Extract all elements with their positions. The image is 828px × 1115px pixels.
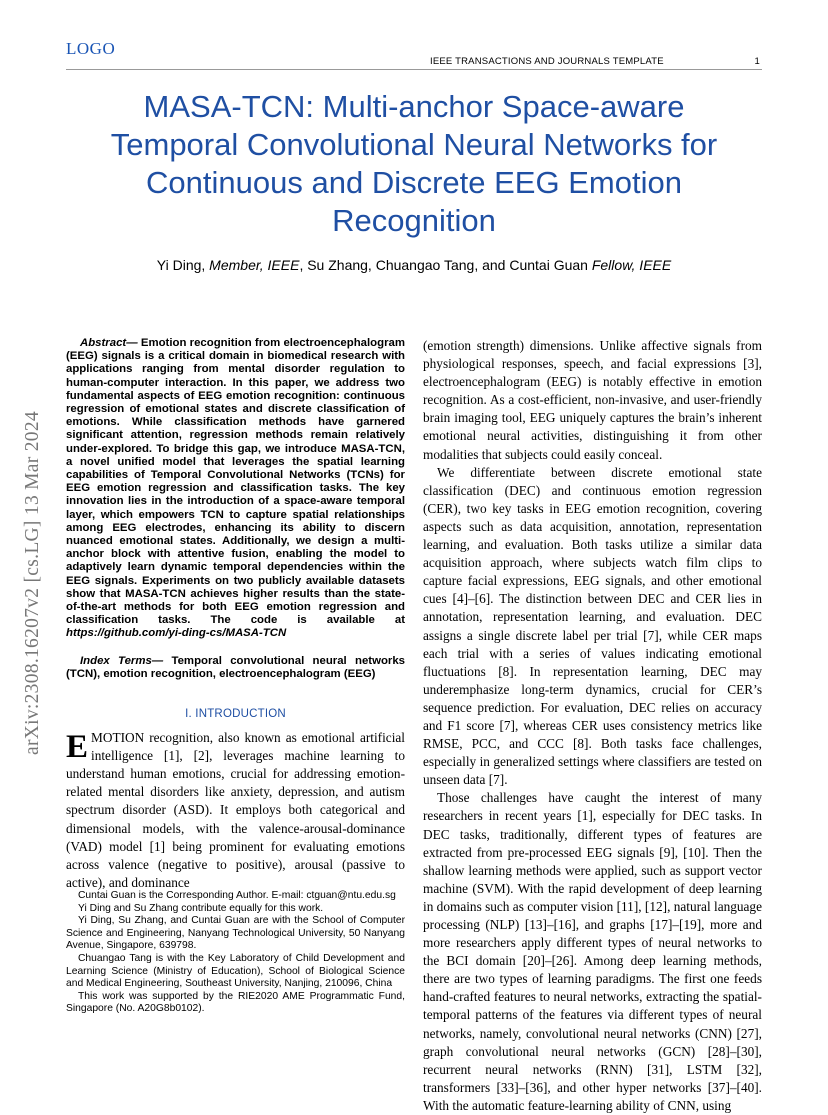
author-1-role: Member, IEEE <box>209 257 300 273</box>
running-head-title: IEEE TRANSACTIONS AND JOURNALS TEMPLATE <box>430 56 664 67</box>
left-column <box>66 337 405 892</box>
page-number: 1 <box>754 56 760 67</box>
intro-text: MOTION recognition, also known as emotional artificial intelligence [1], [2], leverages machine learning to understand human emotions, crucial for addressing emotion-related mental disorders like anxiety, depression, and autism spectrum disorder (ASD). It employs both categorical and dimensional models, with the valence-arousal-dominance (VAD) model [1] being prominent for evaluating emotions across valence (negative to positive), arousal (passive to active), and dominance <box>66 730 405 890</box>
footnotes <box>66 890 405 1016</box>
footnote: Yi Ding and Su Zhang contribute equally for this work. <box>78 902 324 914</box>
footnote: Cuntai Guan is the Corresponding Author. E-mail: ctguan@ntu.edu.sg <box>78 890 396 901</box>
intro-paragraph-1 <box>66 729 405 892</box>
code-link[interactable]: https://github.com/yi-ding-cs/MASA-TCN <box>66 627 287 640</box>
author-list <box>60 257 768 273</box>
arxiv-stamp: arXiv:2308.16207v2 [cs.LG] 13 Mar 2024 <box>22 411 43 755</box>
authors-rest: , Su Zhang, Chuangao Tang, and Cuntai Guan <box>299 257 592 273</box>
paper-title: MASA-TCN: Multi-anchor Space-aware Temporal Convolutional Neural Networks for Continuous and Discrete EEG Emotion Recognition <box>110 89 718 238</box>
right-column <box>423 337 762 1115</box>
abstract-text: Emotion recognition from electroencephalogram (EEG) signals is a critical domain in biomedical research with applications ranging from mental disorder regulation to human-computer interaction. In this paper, we address two fundamental aspects of EEG emotion recognition: continuous regression of emotional states and discrete classification of emotions. While classification methods have garnered significant attention, regression methods remain relatively under-explored. To bridge this gap, we introduce MASA-TCN, a novel unified model that leverages the spatial learning capabilities of Temporal Convolutional Networks (TCNs) for EEG emotion regression and classification tasks. The key innovation lies in the introduction of a space-aware temporal layer, which empowers TCN to capture spatial relationships among EEG electrodes, enhancing its ability to discern nuanced emotional states. Additionally, we design a multi-anchor block with attentive fusion, enabling the model to adaptively learn dynamic temporal dependencies within the EEG signals. Experiments on two publicly available datasets show that MASA-TCN achieves higher results than the state-of-the-art methods for both EEG emotion regression and classification tasks. The code is available at <box>66 337 405 627</box>
abstract-label: Abstract— <box>80 337 138 349</box>
header-rule <box>66 69 762 70</box>
body-paragraph: We differentiate between discrete emotional state classification (DEC) and continuous emotion regression (CER), two key tasks in EEG emotion recognition, covering aspects such as data acquisition, annotation, representation learning, and evaluation. Both tasks utilize a similar data acquisition approach, where subjects watch film clips to capture facial expressions, EEG signals, and other emotional cues [4]–[6]. The distinction between DEC and CER lies in annotation, representation learning, and evaluation. DEC assigns a single discrete label per trial [7], while CER maps each trial with a series of values indicating emotional fluctuations [8]. In representation learning, DEC may underemphasize long-term dynamics, crucial for CER’s sequence prediction. For evaluation, DEC relies on accuracy and F1 score [7], whereas CER uses consistency metrics like RMSE, PCC, and CCC [8]. Both tasks face challenges, especially in generalized settings where classifiers are tested on unseen data [7]. <box>423 464 762 788</box>
index-terms-label: Index Terms— <box>80 654 164 667</box>
dropcap: E <box>66 729 89 766</box>
body-paragraph: Those challenges have caught the interest of many researchers in recent years [1], especially for DEC tasks. In DEC tasks, traditionally, different types of features are extracted from pre-processed EEG signals [9], [10]. Then the shallow learning methods were applied, such as support vector machine (SVM). With the rapid development of deep learning in domains such as computer vision [11], [12], natural language processing (NLP) [13]–[16], and graphs [17]–[19], more and more researchers apply different types of neural networks to the BCI domain [20]–[26]. Among deep learning methods, there are two types of learning paradigms. The first one feeds hand-crafted features to neural networks, extracting the spatial-temporal patterns of the features via different types of neural networks, namely, convolutional neural networks (CNN) [27], graph convolutional neural networks (GCN) [28]–[30], recurrent neural networks (RNN) [31], LSTM [32], transformers [33]–[36], and other hyper networks [37]–[40]. With the automatic feature-learning ability of CNN, using <box>423 790 762 1113</box>
logo: LOGO <box>66 39 116 58</box>
body-paragraph: (emotion strength) dimensions. Unlike affective signals from physiological responses, speech, and facial expressions [3], electroencephalogram (EEG) is notably effective in emotion recognition. As a cost-efficient, non-invasive, and user-friendly brain imaging tool, EEG uniquely captures the brain’s inherent emotional neural activities, distinguishing it from other modalities that subjects could easily conceal. <box>423 338 762 462</box>
index-terms <box>66 655 405 681</box>
footnote: Yi Ding, Su Zhang, and Cuntai Guan are with the School of Computer Science and Engineering, Nanyang Technological University, 50 Nanyang Avenue, Singapore, 639798. <box>66 915 405 952</box>
section-heading: I. INTRODUCTION <box>185 708 286 721</box>
footnote: Chuangao Tang is with the Key Laboratory of Child Development and Learning Science (Ministry of Education), School of Biological Science and Medical Engineering, Southeast University, Nanjing, 210096, China <box>66 952 405 990</box>
footnote: This work was supported by the RIE2020 AME Programmatic Fund, Singapore (No. A20G8b0102). <box>66 990 405 1015</box>
author-4-role: Fellow, IEEE <box>591 257 672 273</box>
index-terms-text: Temporal convolutional neural networks (TCN), emotion recognition, electroencephalogram (EEG) <box>66 654 406 680</box>
abstract <box>66 337 405 641</box>
author-1: Yi Ding, <box>156 257 210 273</box>
running-head <box>430 56 760 67</box>
